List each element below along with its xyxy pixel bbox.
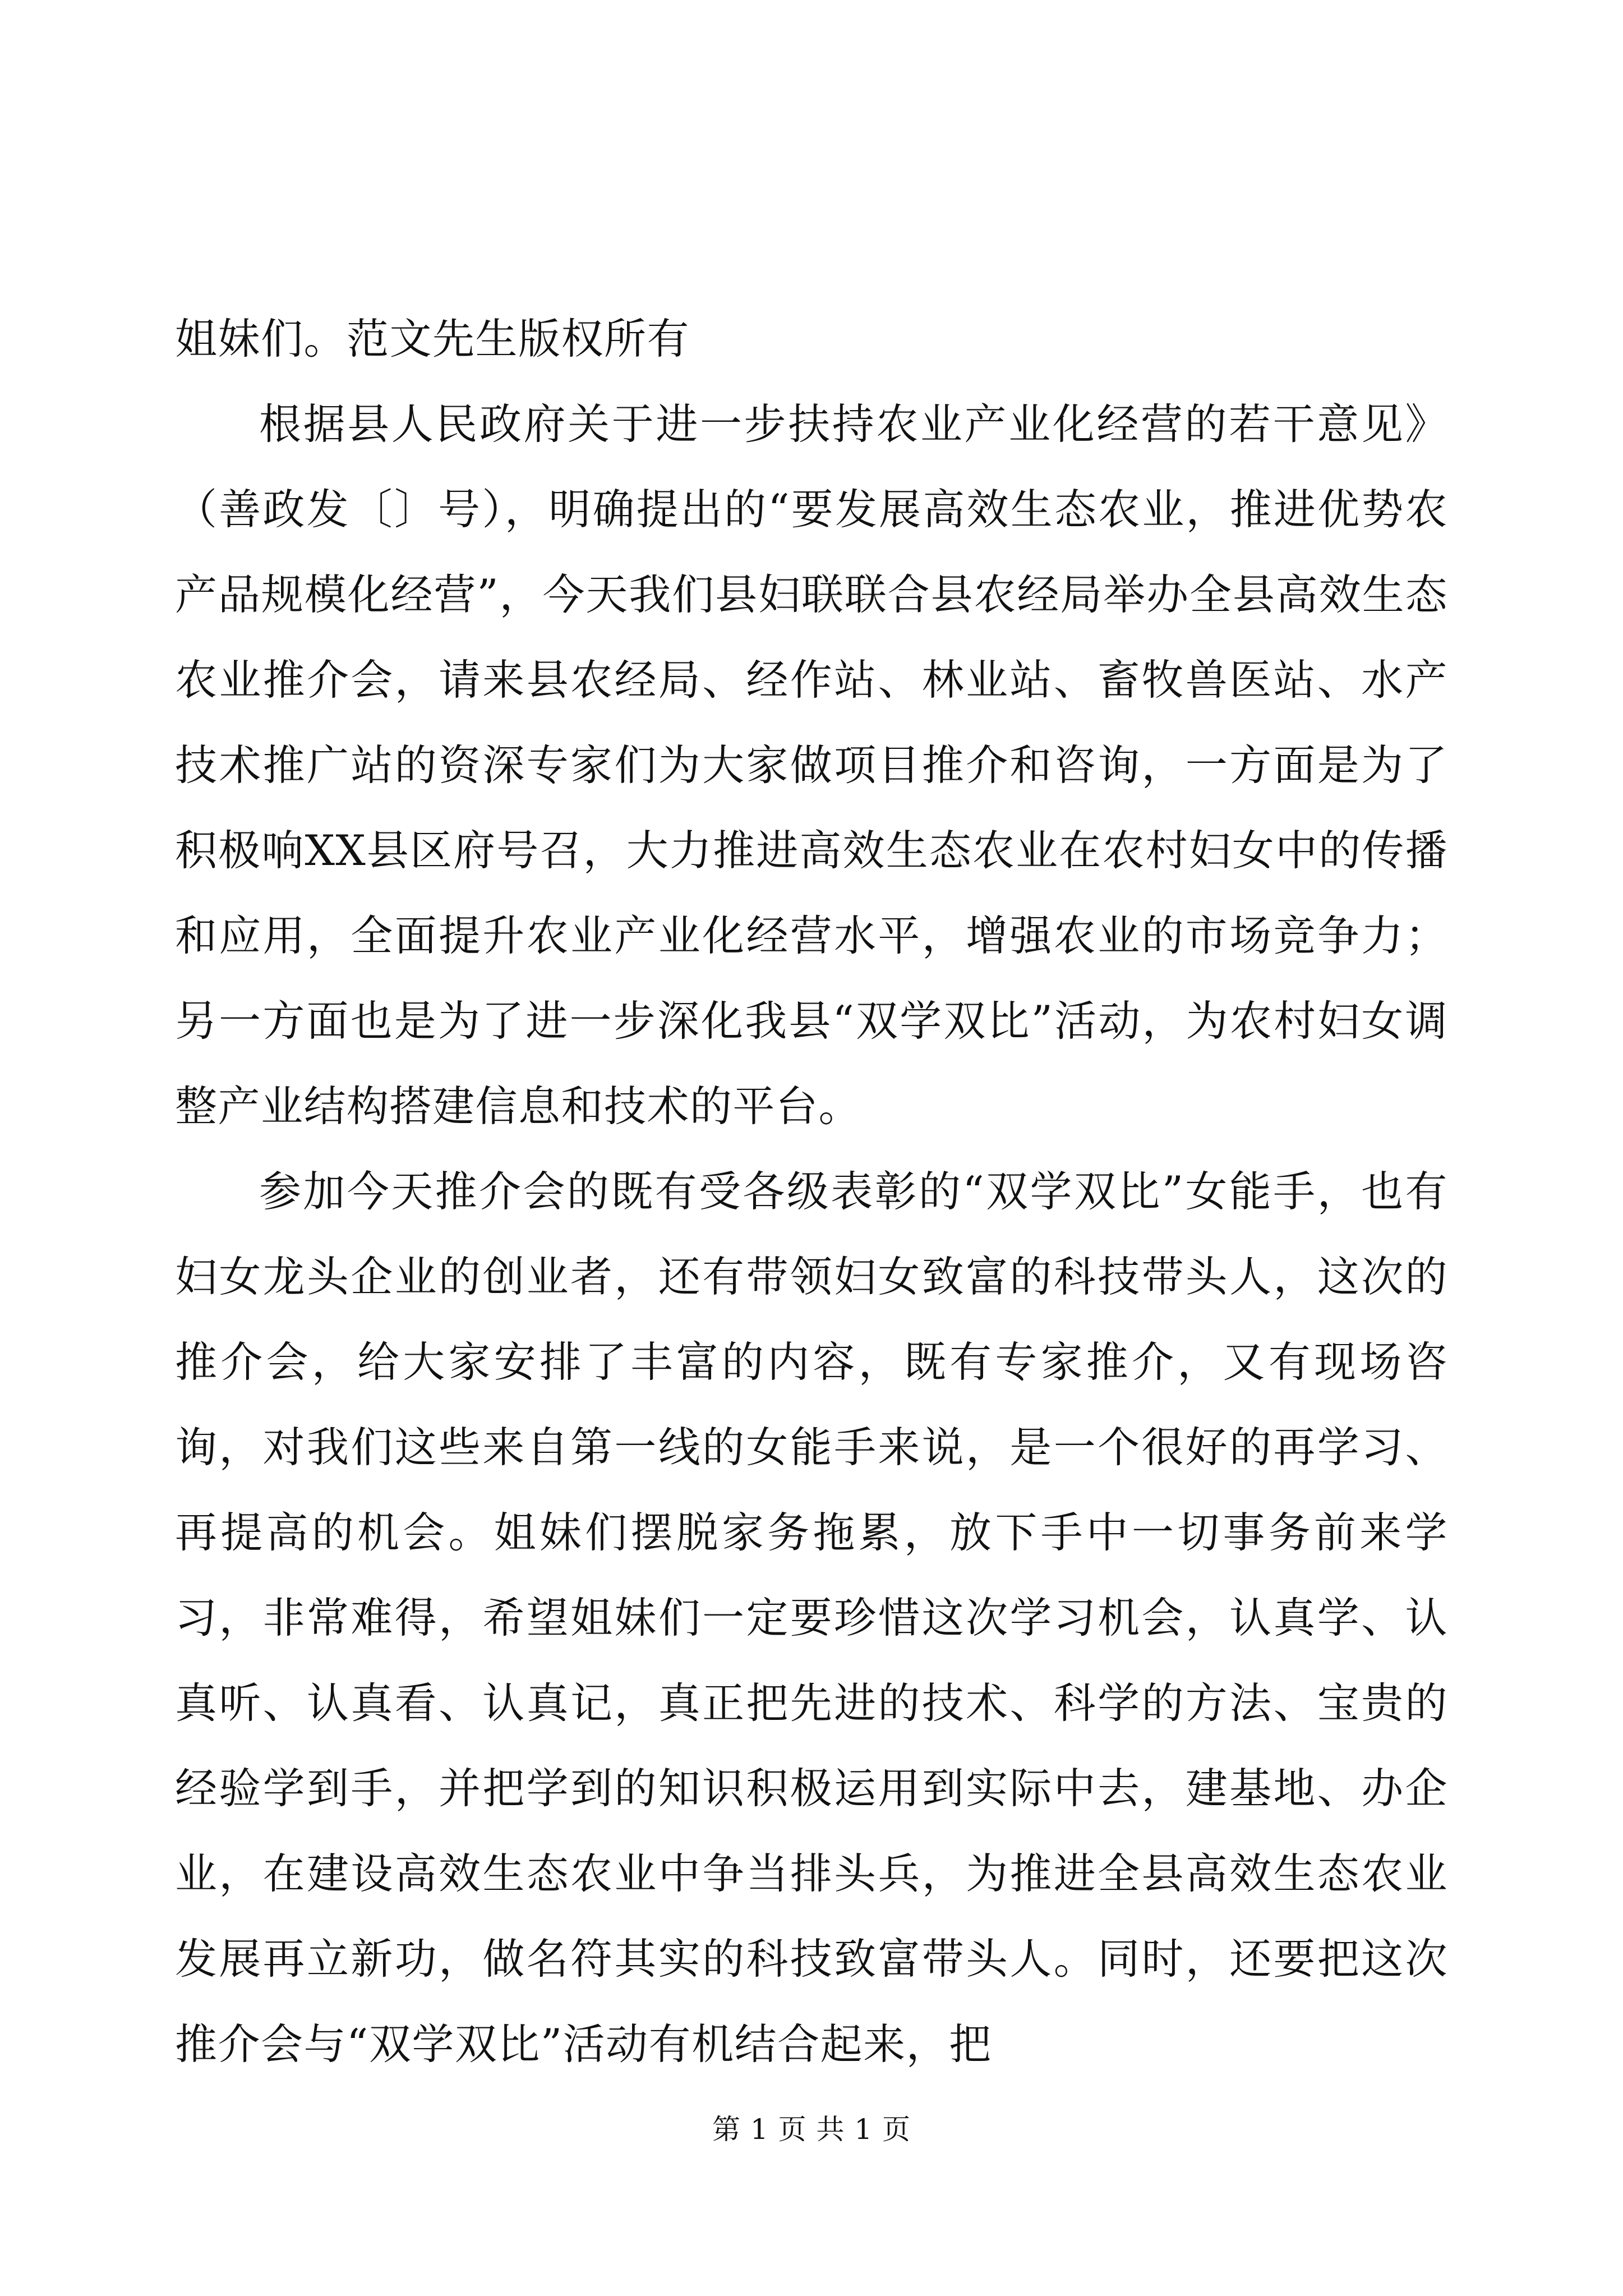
- page-footer: 第 1 页 共 1 页: [712, 2113, 911, 2146]
- paragraph-2: 根据县人民政府关于进一步扶持农业产业化经营的若干意见》（善政发〔〕号），明确提出的“要发展高效生态农业，推进优势农产品规模化经营”，今天我们县妇联联合县农经局举办全县高效生态农业推介会，请来县农经局、经作站、林业站、畜牧兽医站、水产技术推广站的资深专家们为大家做项目推介和咨询，一方面是为了积极响XX县区府号召，大力推进高效生态农业在农村妇女中的传播和应用，全面提升农业产业化经营水平，增强农业的市场竞争力；另一方面也是为了进一步深化我县“双学双比”活动，为农村妇女调整产业结构搭建信息和技术的平台。: [175, 399, 1448, 1131]
- document-body: [175, 296, 1448, 2087]
- paragraph-3: 参加今天推介会的既有受各级表彰的“双学双比”女能手，也有妇女龙头企业的创业者，还有带领妇女致富的科技带头人，这次的推介会，给大家安排了丰富的内容，既有专家推介，又有现场咨询，对我们这些来自第一线的女能手来说，是一个很好的再学习、再提高的机会。姐妹们摆脱家务拖累，放下手中一切事务前来学习，非常难得，希望姐妹们一定要珍惜这次学习机会，认真学、认真听、认真看、认真记，真正把先进的技术、科学的方法、宝贵的经验学到手，并把学到的知识积极运用到实际中去，建基地、办企业，在建设高效生态农业中争当排头兵，为推进全县高效生态农业发展再立新功，做名符其实的科技致富带头人。同时，还要把这次推介会与“双学双比”活动有机结合起来，把: [175, 1167, 1448, 2069]
- paragraph-1: 姐妹们。范文先生版权所有: [175, 314, 690, 364]
